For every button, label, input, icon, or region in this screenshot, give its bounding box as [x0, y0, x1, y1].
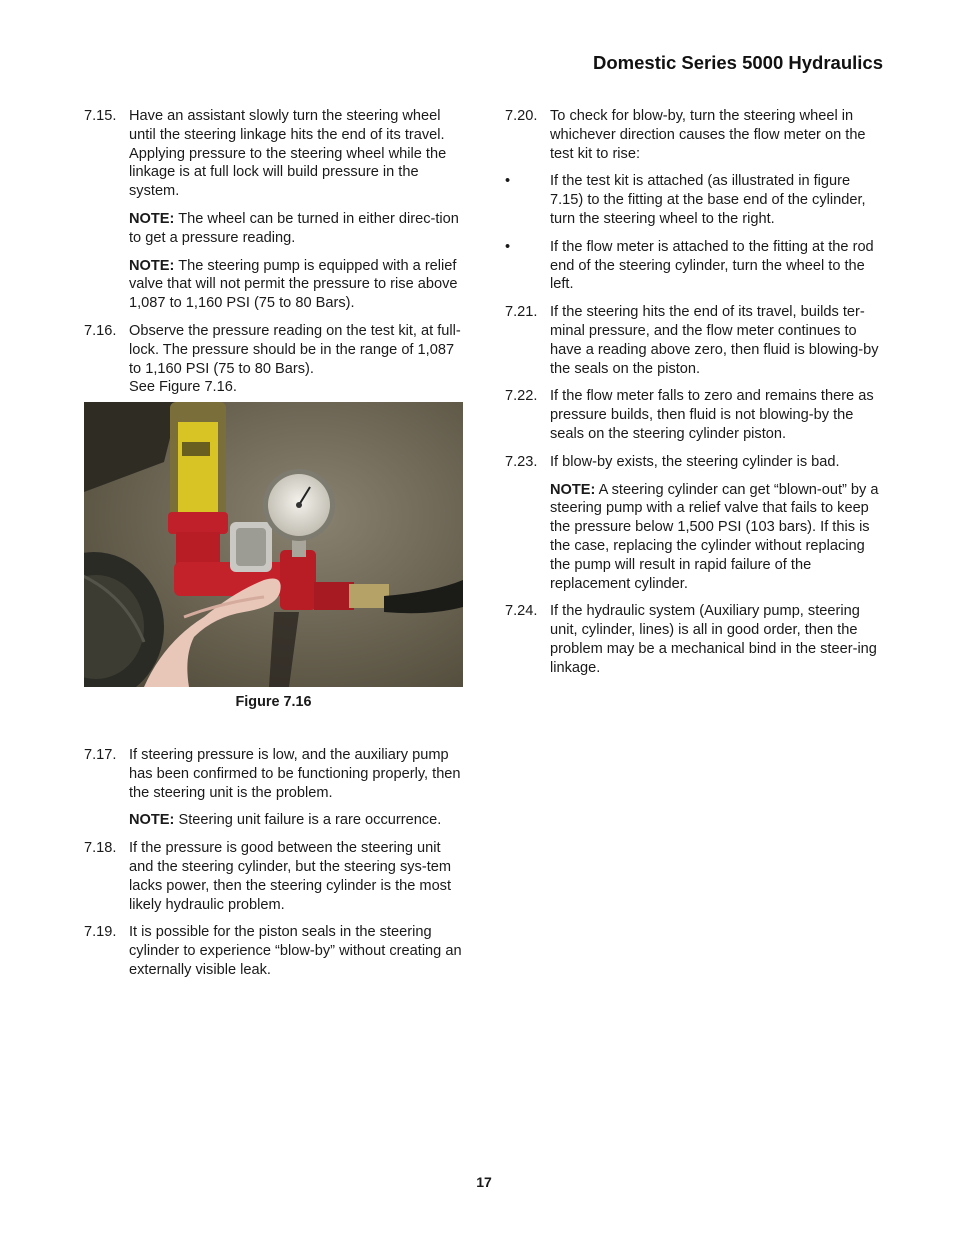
step-text: To check for blow-by, turn the steering wheel in whichever direction causes the flow meter on the test kit to rise:: [550, 108, 866, 162]
step-7-23: [505, 453, 887, 472]
note-7-15-a: [84, 210, 464, 248]
note-7-17: [84, 811, 464, 830]
step-text: If the flow meter falls to zero and remains there as pressure builds, then fluid is not blowing-by the seals on the steering cylinder piston.: [550, 388, 874, 442]
bullet-item: [505, 238, 887, 294]
step-7-18: [84, 839, 464, 914]
note-label: NOTE:: [129, 210, 175, 227]
step-text: If the steering hits the end of its travel, builds ter-minal pressure, and the flow meter continues to have a reading above zero, then fluid is blowing-by the seals on the piston.: [550, 304, 879, 377]
step-number: 7.17.: [84, 746, 117, 763]
step-text: It is possible for the piston seals in the steering cylinder to experience “blow-by” without creating an externally visible leak.: [129, 924, 462, 978]
bullet-text: If the test kit is attached (as illustrated in figure 7.15) to the fitting at the base end of the cylinder, turn the steering wheel to the right.: [550, 173, 866, 227]
note-text: Steering unit failure is a rare occurrence.: [174, 812, 442, 829]
page-header-title: Domestic Series 5000 Hydraulics: [593, 52, 883, 73]
step-text: If blow-by exists, the steering cylinder is bad.: [550, 453, 840, 470]
step-number: 7.18.: [84, 840, 117, 857]
note-label: NOTE:: [550, 481, 596, 498]
step-number: 7.16.: [84, 322, 117, 339]
step-7-20: [505, 107, 887, 163]
step-text: If the pressure is good between the steering unit and the steering cylinder, but the steering sys-tem lacks power, then the steering cylinder is the most likely hydraulic problem.: [129, 840, 452, 913]
left-column: [84, 107, 464, 989]
step-7-16: [84, 322, 464, 397]
step-7-21: [505, 303, 887, 378]
bullet-marker: •: [505, 173, 511, 190]
note-7-23: [505, 481, 887, 594]
step-number: 7.20.: [505, 108, 538, 124]
step-7-19: [84, 923, 464, 979]
step-text: If the hydraulic system (Auxiliary pump, steering unit, cylinder, lines) is all in good order, then the problem may be a mechanical bind in the steer-ing linkage.: [550, 603, 877, 676]
step-text: If steering pressure is low, and the auxiliary pump has been confirmed to be functioning properly, then the steering unit is the problem.: [129, 746, 461, 801]
step-7-24: [505, 602, 887, 677]
step-7-17: [84, 746, 464, 802]
note-label: NOTE:: [129, 257, 175, 274]
note-text: A steering cylinder can get “blown-out” by a steering pump with a relief valve that fails to keep the pressure below 1,500 PSI (103 bars). If this is the case, replacing the cylinder without replacing the pump will result in rapid failure of the replacement cylinder.: [550, 481, 879, 592]
step-number: 7.19.: [84, 924, 117, 941]
note-text: The wheel can be turned in either direc-tion to get a pressure reading.: [129, 210, 459, 246]
right-column: [505, 107, 887, 687]
bullet-marker: •: [505, 238, 511, 255]
step-number: 7.15.: [84, 108, 117, 124]
note-text: The steering pump is equipped with a relief valve that will not permit the pressure to rise above 1,087 to 1,160 PSI (75 to 80 Bars).: [129, 257, 458, 312]
step-text-figure-ref: See Figure 7.16.: [129, 379, 237, 396]
figure-caption: Figure 7.16: [235, 694, 312, 711]
step-number: 7.24.: [505, 603, 538, 620]
step-number: 7.23.: [505, 453, 538, 470]
note-label: NOTE:: [129, 812, 175, 829]
bullet-item: [505, 172, 887, 228]
step-text: Observe the pressure reading on the test kit, at full-lock. The pressure should be in the range of 1,087 to 1,160 PSI (75 to 80 Bars).: [129, 322, 461, 377]
step-7-15: [84, 107, 464, 201]
figure-7-16-photo: [84, 402, 463, 687]
step-number: 7.22.: [505, 388, 538, 405]
step-text: Have an assistant slowly turn the steering wheel until the steering linkage hits the end of its travel. Applying pressure to the steering wheel while the linkage is at full lock will build pressure in the system.: [129, 108, 447, 200]
pressure-gauge-photo: [84, 402, 463, 687]
page-number: 17: [476, 1174, 492, 1190]
step-number: 7.21.: [505, 304, 538, 321]
bullet-text: If the flow meter is attached to the fitting at the rod end of the steering cylinder, turn the wheel to the left.: [550, 238, 874, 293]
note-7-15-b: [84, 257, 464, 313]
step-7-22: [505, 387, 887, 443]
